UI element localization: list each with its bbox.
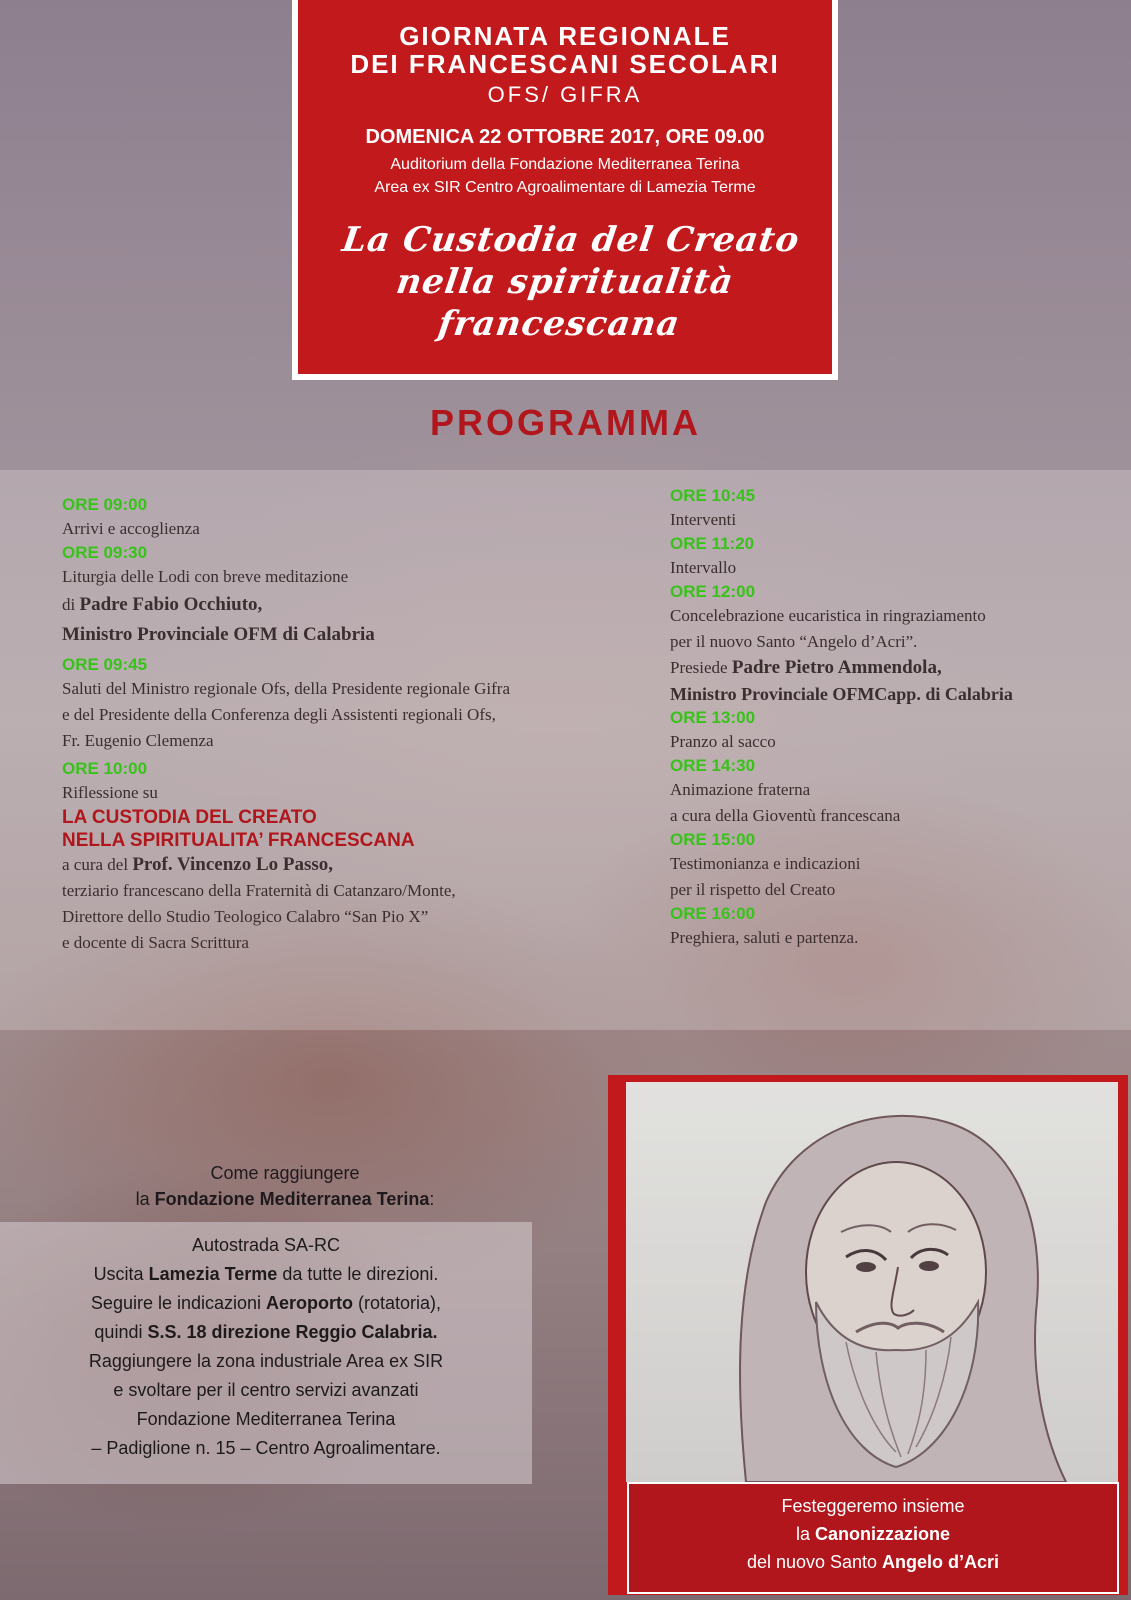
theme-line-2: nella spiritualità francescana [393, 262, 737, 344]
time-1600: ORE 16:00 [670, 904, 756, 923]
time-1000: ORE 10:00 [62, 759, 148, 778]
direction-line: Fondazione Mediterranea Terina [136, 1409, 396, 1429]
presider-prefix: Presiede [670, 658, 732, 677]
text-span: : [429, 1189, 435, 1209]
title-line-1: GIORNATA REGIONALE [399, 21, 731, 51]
how-to-reach-line-1: Come raggiungere [210, 1163, 360, 1183]
time-1120: ORE 11:20 [670, 534, 755, 553]
direction-line: Autostrada SA-RC [191, 1235, 341, 1255]
location-line-1: Auditorium della Fondazione Mediterranea Terina [390, 156, 740, 173]
time-0900: ORE 09:00 [62, 495, 148, 514]
item-text: Testimonianza e indicazioni [670, 854, 861, 873]
direction-line: Raggiungere la zona industriale Area ex SIR [88, 1351, 444, 1371]
text-span: quindi [94, 1322, 148, 1342]
saint-name: Angelo d’Acri [882, 1552, 1000, 1572]
speaker-role: Ministro Provinciale OFM di Calabria [62, 624, 375, 645]
item-text: Concelebrazione eucaristica in ringraziamento [670, 606, 986, 625]
item-text: Liturgia delle Lodi con breve meditazione [62, 567, 349, 586]
location-line-2: Area ex SIR Centro Agroalimentare di Lamezia Terme [374, 179, 756, 196]
item-text: Interventi [670, 510, 737, 529]
title-line-2: DEI FRANCESCANI SECOLARI [350, 49, 780, 79]
event-header [292, 0, 838, 380]
speaker-name: Padre Fabio Occhiuto, [79, 594, 263, 615]
presider-name: Padre Pietro Ammendola, [731, 657, 942, 678]
item-text: e docente di Sacra Scrittura [62, 933, 249, 952]
bold-span: Lamezia Terme [148, 1264, 278, 1284]
event-theme [289, 219, 841, 345]
speaker-line [62, 852, 622, 878]
direction-line: – Padiglione n. 15 – Centro Agroalimentare. [91, 1438, 441, 1458]
item-text: Intervallo [670, 558, 737, 577]
caption-line-3 [629, 1548, 1117, 1576]
direction-line: e svoltare per il centro servizi avanzati [113, 1380, 419, 1400]
item-text: a cura della Gioventù francescana [670, 806, 901, 825]
program-left-column [62, 494, 622, 956]
caption-line-2 [629, 1520, 1117, 1548]
event-subtitle: OFS/ GIFRA [487, 82, 643, 107]
time-0930: ORE 09:30 [62, 543, 148, 562]
item-text: e del Presidente della Conferenza degli Assistenti regionali Ofs, [62, 705, 496, 724]
speaker-line [62, 590, 622, 620]
bold-span: Canonizzazione [815, 1524, 951, 1544]
text-span: (rotatoria), [353, 1293, 442, 1313]
event-date: DOMENICA 22 OTTOBRE 2017, ORE 09.00 [365, 126, 765, 148]
direction-line [0, 1260, 532, 1289]
venue-name: Fondazione Mediterranea Terina [154, 1189, 430, 1209]
item-text: terziario francescano della Fraternità di Catanzaro/Monte, [62, 881, 456, 900]
text-span: la [795, 1524, 815, 1544]
item-text: Preghiera, saluti e partenza. [670, 928, 859, 947]
text-span: del nuovo Santo [746, 1552, 883, 1572]
direction-line [0, 1289, 532, 1318]
how-to-reach [0, 1160, 570, 1212]
time-0945: ORE 09:45 [62, 655, 148, 674]
item-text: Arrivi e accoglienza [62, 519, 200, 538]
item-text: per il nuovo Santo “Angelo d’Acri”. [670, 632, 918, 651]
item-text: Animazione fraterna [670, 780, 811, 799]
reflection-title-line-1: LA CUSTODIA DEL CREATO [62, 807, 317, 828]
directions-box [0, 1222, 532, 1484]
speaker-name: Prof. Vincenzo Lo Passo, [132, 854, 334, 875]
how-to-reach-line-2 [0, 1186, 570, 1212]
time-1500: ORE 15:00 [670, 830, 756, 849]
bold-span: Aeroporto [266, 1293, 354, 1313]
time-1045: ORE 10:45 [670, 486, 756, 505]
speaker-prefix: di [62, 595, 80, 614]
text-span: da tutte le direzioni. [277, 1264, 439, 1284]
caption-line-1: Festeggeremo insieme [781, 1496, 965, 1516]
item-text: Fr. Eugenio Clemenza [62, 731, 214, 750]
item-text: Direttore dello Studio Teologico Calabro “San Pio X” [62, 907, 429, 926]
text-span: la [135, 1189, 155, 1209]
item-text: Pranzo al sacco [670, 732, 776, 751]
text-span: Uscita [93, 1264, 149, 1284]
direction-line [0, 1318, 532, 1347]
item-text: Saluti del Ministro regionale Ofs, della Presidente regionale Gifra [62, 679, 511, 698]
item-text: per il rispetto del Creato [670, 880, 836, 899]
time-1200: ORE 12:00 [670, 582, 756, 601]
event-location [298, 153, 832, 199]
presider-role: Ministro Provinciale OFMCapp. di Calabria [670, 684, 1013, 704]
theme-line-1: La Custodia del Creato [339, 220, 803, 260]
event-title [298, 22, 832, 78]
reflection-title-line-2: NELLA SPIRITUALITA’ FRANCESCANA [62, 830, 415, 851]
canonization-caption [627, 1482, 1119, 1594]
saint-portrait-sketch-icon [626, 1082, 1118, 1482]
time-1430: ORE 14:30 [670, 756, 756, 775]
bold-span: S.S. 18 direzione Reggio Calabria. [147, 1322, 438, 1342]
program-right-column [670, 485, 1110, 951]
speaker-prefix: a cura del [62, 855, 133, 874]
text-span: Seguire le indicazioni [90, 1293, 267, 1313]
time-1300: ORE 13:00 [670, 708, 756, 727]
presider-line [670, 655, 1110, 681]
item-text: Riflessione su [62, 783, 158, 802]
programma-heading: PROGRAMMA [430, 402, 701, 443]
